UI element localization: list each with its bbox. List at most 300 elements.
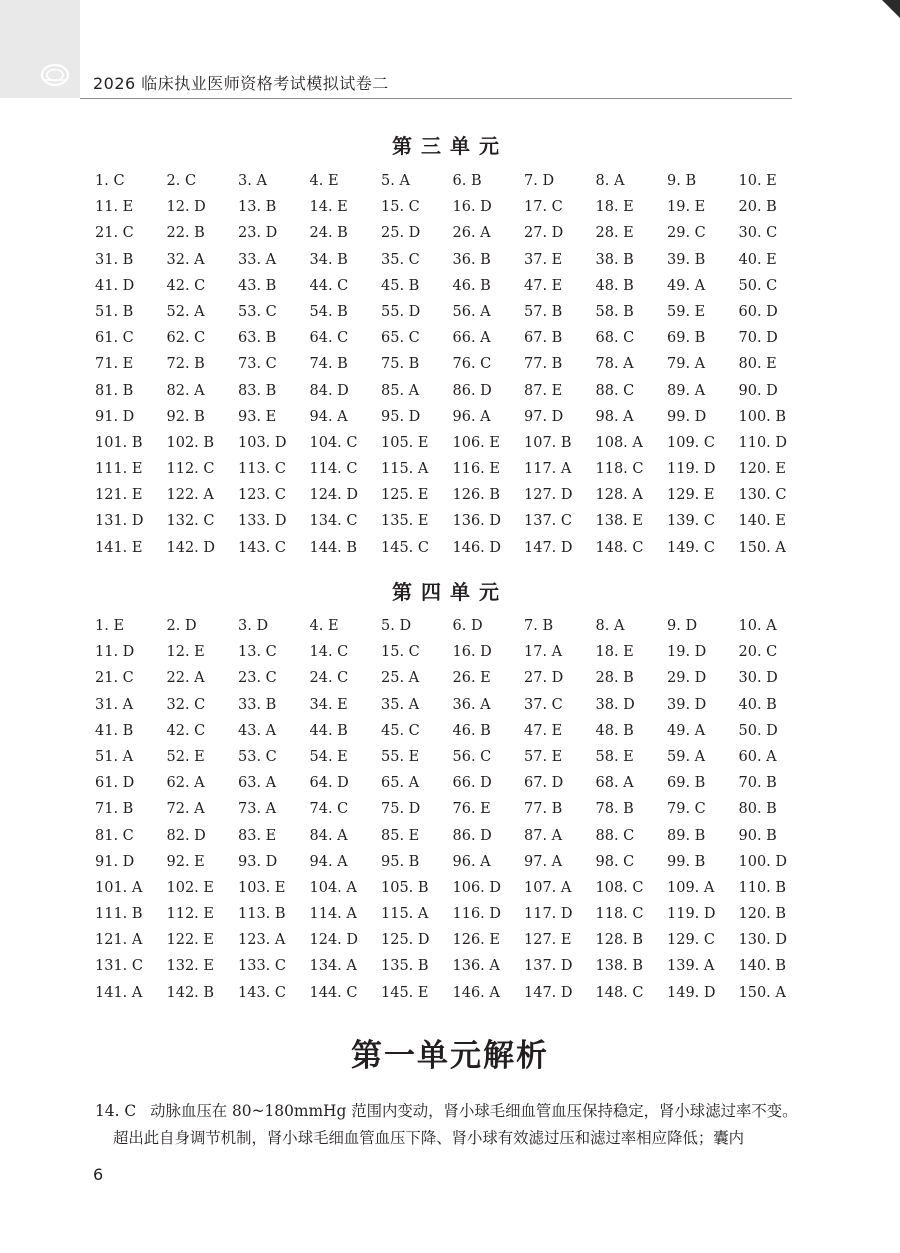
answer-cell: 140. E <box>738 513 786 530</box>
answer-cell: 100. D <box>738 853 788 870</box>
answer-cell: 12. E <box>166 644 205 661</box>
answer-cell: 69. B <box>667 330 706 347</box>
answer-cell: 109. C <box>667 434 715 451</box>
answer-cell: 95. B <box>381 853 420 870</box>
answer-cell: 139. A <box>667 958 715 975</box>
answer-cell: 98. A <box>595 408 634 425</box>
answer-cell: 41. B <box>95 722 134 739</box>
answer-cell: 23. D <box>238 225 278 242</box>
answer-cell: 21. C <box>95 225 134 242</box>
answer-cell: 25. D <box>381 225 421 242</box>
answer-cell: 61. D <box>95 775 135 792</box>
answer-cell: 114. C <box>309 461 358 478</box>
answer-cell: 28. E <box>595 225 634 242</box>
answer-cell: 47. E <box>524 277 563 294</box>
answer-cell: 86. D <box>452 382 492 399</box>
answer-cell: 78. A <box>595 356 634 373</box>
answer-cell: 134. A <box>309 958 357 975</box>
answer-cell: 66. D <box>452 775 492 792</box>
answer-cell: 139. C <box>667 513 715 530</box>
answer-cell: 108. A <box>595 434 643 451</box>
answer-cell: 50. C <box>738 277 778 294</box>
answer-cell: 63. B <box>238 330 277 347</box>
answer-cell: 85. A <box>381 382 420 399</box>
answer-cell: 25. A <box>381 670 420 687</box>
answer-cell: 15. C <box>381 644 420 661</box>
answer-cell: 11. E <box>95 199 134 216</box>
answer-cell: 129. C <box>667 932 715 949</box>
answer-cell: 4. E <box>309 173 339 189</box>
answer-cell: 127. E <box>524 932 572 949</box>
answer-cell: 20. B <box>738 199 777 216</box>
running-header-title: 2026 临床执业医师资格考试模拟试卷二 <box>93 74 389 93</box>
answer-cell: 103. D <box>238 434 287 451</box>
analysis-paragraph-line-2 <box>113 1125 821 1152</box>
answer-cell: 33. B <box>238 696 277 713</box>
answer-cell: 21. C <box>95 670 134 687</box>
answer-cell: 125. D <box>381 932 430 949</box>
answer-cell: 73. C <box>238 356 277 373</box>
answer-cell: 30. D <box>738 670 778 687</box>
answer-cell: 149. D <box>667 984 716 1001</box>
answer-cell: 15. C <box>381 199 420 216</box>
answer-cell: 137. C <box>524 513 572 530</box>
answer-cell: 103. E <box>238 879 286 896</box>
answer-cell: 51. B <box>95 303 134 320</box>
answer-cell: 125. E <box>381 487 429 504</box>
answer-cell: 12. D <box>166 199 206 216</box>
answer-cell: 29. C <box>667 225 706 242</box>
answer-cell: 101. A <box>95 879 143 896</box>
answer-cell: 144. B <box>309 539 358 556</box>
answer-cell: 24. C <box>309 670 349 687</box>
answer-cell: 31. A <box>95 696 134 713</box>
answer-cell: 133. C <box>238 958 286 975</box>
answer-cell: 75. B <box>381 356 420 373</box>
answer-cell: 98. C <box>595 853 635 870</box>
answer-cell: 143. C <box>238 984 286 1001</box>
answer-cell: 88. C <box>595 827 635 844</box>
answer-cell: 90. D <box>738 382 778 399</box>
answer-cell: 136. D <box>452 513 502 530</box>
answer-grid-unit-four <box>95 613 825 1006</box>
answer-cell: 106. D <box>452 879 502 896</box>
answer-cell: 49. A <box>667 277 706 294</box>
answer-cell: 44. B <box>309 722 348 739</box>
analysis-question-answer: 14. C <box>95 1102 137 1120</box>
answer-cell: 22. A <box>166 670 205 687</box>
answer-cell: 34. E <box>309 696 348 713</box>
answer-cell: 83. E <box>238 827 277 844</box>
answer-cell: 64. C <box>309 330 349 347</box>
answer-cell: 55. D <box>381 303 421 320</box>
answer-cell: 43. B <box>238 277 277 294</box>
answer-cell: 70. D <box>738 330 778 347</box>
answer-cell: 29. D <box>667 670 707 687</box>
answer-cell: 80. B <box>738 801 777 818</box>
answer-cell: 108. C <box>595 879 644 896</box>
answer-cell: 2. D <box>166 618 197 634</box>
answer-cell: 42. C <box>166 277 206 294</box>
answer-cell: 144. C <box>309 984 358 1001</box>
answer-cell: 88. C <box>595 382 635 399</box>
answer-cell: 45. B <box>381 277 420 294</box>
answer-cell: 69. B <box>667 775 706 792</box>
answer-cell: 143. C <box>238 539 286 556</box>
answer-cell: 6. B <box>452 173 482 189</box>
answer-cell: 1. C <box>95 173 125 189</box>
answer-cell: 110. B <box>738 879 787 896</box>
answer-cell: 147. D <box>524 539 573 556</box>
answer-cell: 142. B <box>166 984 215 1001</box>
answer-cell: 97. A <box>524 853 563 870</box>
answer-cell: 137. D <box>524 958 573 975</box>
answer-cell: 42. C <box>166 722 206 739</box>
answer-cell: 91. D <box>95 408 135 425</box>
answer-cell: 124. D <box>309 932 359 949</box>
answer-cell: 32. A <box>166 251 205 268</box>
answer-cell: 40. B <box>738 696 777 713</box>
answer-cell: 23. C <box>238 670 277 687</box>
answer-cell: 135. E <box>381 513 429 530</box>
answer-cell: 81. C <box>95 827 134 844</box>
answer-cell: 52. A <box>166 303 205 320</box>
answer-cell: 71. B <box>95 801 134 818</box>
answer-cell: 52. E <box>166 748 205 765</box>
answer-cell: 79. C <box>667 801 706 818</box>
answer-cell: 117. D <box>524 906 573 923</box>
answer-cell: 72. A <box>166 801 205 818</box>
answer-cell: 77. B <box>524 356 563 373</box>
answer-cell: 148. C <box>595 539 644 556</box>
answer-cell: 123. A <box>238 932 286 949</box>
answer-cell: 3. D <box>238 618 269 634</box>
answer-cell: 85. E <box>381 827 420 844</box>
answer-cell: 126. E <box>452 932 500 949</box>
answer-cell: 92. B <box>166 408 205 425</box>
answer-cell: 127. D <box>524 487 573 504</box>
answer-cell: 71. E <box>95 356 134 373</box>
answer-cell: 9. D <box>667 618 698 634</box>
answer-cell: 133. D <box>238 513 287 530</box>
analysis-text-line-2: 超出此自身调节机制，肾小球毛细血管血压下降、肾小球有效滤过压和滤过率相应降低；囊内 <box>113 1129 745 1147</box>
answer-cell: 13. B <box>238 199 277 216</box>
answer-cell: 111. B <box>95 906 143 923</box>
answer-cell: 13. C <box>238 644 277 661</box>
answer-cell: 150. A <box>738 539 786 556</box>
answer-cell: 54. B <box>309 303 348 320</box>
answer-cell: 19. E <box>667 199 706 216</box>
answer-cell: 34. B <box>309 251 348 268</box>
answer-cell: 60. A <box>738 748 777 765</box>
answer-cell: 105. E <box>381 434 429 451</box>
page-number: 6 <box>93 1165 104 1184</box>
analysis-paragraph-line-1 <box>95 1098 803 1125</box>
answer-grid-unit-three <box>95 168 825 561</box>
answer-cell: 78. B <box>595 801 634 818</box>
answer-cell: 28. B <box>595 670 634 687</box>
answer-cell: 43. A <box>238 722 277 739</box>
answer-cell: 48. B <box>595 722 634 739</box>
answer-cell: 96. A <box>452 408 491 425</box>
answer-cell: 120. E <box>738 461 786 478</box>
answer-cell: 38. B <box>595 251 634 268</box>
answer-cell: 145. C <box>381 539 429 556</box>
answer-cell: 10. A <box>738 618 777 634</box>
answer-cell: 36. A <box>452 696 491 713</box>
answer-cell: 141. A <box>95 984 143 1001</box>
answer-cell: 131. C <box>95 958 143 975</box>
answer-cell: 99. D <box>667 408 707 425</box>
answer-cell: 16. D <box>452 199 492 216</box>
answer-cell: 79. A <box>667 356 706 373</box>
answer-cell: 3. A <box>238 173 267 189</box>
answer-cell: 90. B <box>738 827 777 844</box>
answer-cell: 131. D <box>95 513 144 530</box>
answer-cell: 149. C <box>667 539 715 556</box>
answer-cell: 132. C <box>166 513 215 530</box>
answer-cell: 112. C <box>166 461 215 478</box>
answer-cell: 106. E <box>452 434 500 451</box>
answer-cell: 41. D <box>95 277 135 294</box>
answer-cell: 14. C <box>309 644 349 661</box>
answer-cell: 89. A <box>667 382 706 399</box>
section-title-unit-four: 第四单元 <box>392 580 508 604</box>
page-corner-icon <box>882 0 900 18</box>
answer-cell: 35. C <box>381 251 420 268</box>
answer-cell: 86. D <box>452 827 492 844</box>
answer-cell: 76. C <box>452 356 492 373</box>
answer-cell: 138. E <box>595 513 643 530</box>
answer-cell: 22. B <box>166 225 205 242</box>
answer-cell: 74. B <box>309 356 348 373</box>
answer-cell: 148. C <box>595 984 644 1001</box>
answer-cell: 114. A <box>309 906 357 923</box>
answer-cell: 104. C <box>309 434 358 451</box>
answer-cell: 60. D <box>738 303 778 320</box>
answer-cell: 62. A <box>166 775 205 792</box>
answer-cell: 2. C <box>166 173 197 189</box>
answer-cell: 97. D <box>524 408 564 425</box>
answer-cell: 123. C <box>238 487 286 504</box>
answer-cell: 20. C <box>738 644 778 661</box>
answer-cell: 146. A <box>452 984 500 1001</box>
answer-cell: 87. E <box>524 382 563 399</box>
answer-cell: 130. D <box>738 932 788 949</box>
answer-cell: 134. C <box>309 513 358 530</box>
publisher-logo-icon <box>40 62 70 88</box>
answer-cell: 150. A <box>738 984 786 1001</box>
answer-cell: 31. B <box>95 251 134 268</box>
answer-cell: 4. E <box>309 618 339 634</box>
answer-cell: 94. A <box>309 408 348 425</box>
answer-cell: 26. A <box>452 225 491 242</box>
answer-cell: 59. A <box>667 748 706 765</box>
answer-cell: 48. B <box>595 277 634 294</box>
answer-cell: 116. D <box>452 906 502 923</box>
answer-cell: 51. A <box>95 748 134 765</box>
answer-cell: 93. D <box>238 853 278 870</box>
answer-cell: 89. B <box>667 827 706 844</box>
answer-cell: 112. E <box>166 906 214 923</box>
answer-cell: 81. B <box>95 382 134 399</box>
answer-cell: 145. E <box>381 984 429 1001</box>
answer-cell: 132. E <box>166 958 214 975</box>
answer-cell: 40. E <box>738 251 777 268</box>
answer-cell: 84. D <box>309 382 349 399</box>
answer-cell: 18. E <box>595 644 634 661</box>
answer-cell: 62. C <box>166 330 206 347</box>
answer-cell: 46. B <box>452 277 491 294</box>
answer-cell: 107. A <box>524 879 572 896</box>
answer-cell: 1. E <box>95 618 125 634</box>
answer-cell: 119. D <box>667 906 716 923</box>
answer-cell: 120. B <box>738 906 787 923</box>
answer-cell: 118. C <box>595 461 644 478</box>
answer-cell: 130. C <box>738 487 787 504</box>
answer-cell: 121. A <box>95 932 143 949</box>
answer-cell: 91. D <box>95 853 135 870</box>
answer-cell: 30. C <box>738 225 778 242</box>
answer-cell: 7. B <box>524 618 554 634</box>
answer-cell: 39. D <box>667 696 707 713</box>
answer-cell: 50. D <box>738 722 778 739</box>
answer-cell: 84. A <box>309 827 348 844</box>
answer-cell: 110. D <box>738 434 788 451</box>
answer-cell: 17. A <box>524 644 563 661</box>
answer-cell: 118. C <box>595 906 644 923</box>
answer-cell: 59. E <box>667 303 706 320</box>
analysis-title: 第一单元解析 <box>351 1038 549 1074</box>
answer-cell: 94. A <box>309 853 348 870</box>
answer-cell: 27. D <box>524 670 564 687</box>
answer-cell: 38. D <box>595 696 635 713</box>
answer-cell: 102. E <box>166 879 214 896</box>
answer-cell: 10. E <box>738 173 777 189</box>
answer-cell: 73. A <box>238 801 277 818</box>
answer-cell: 95. D <box>381 408 421 425</box>
answer-cell: 70. B <box>738 775 777 792</box>
answer-cell: 140. B <box>738 958 787 975</box>
answer-cell: 72. B <box>166 356 205 373</box>
answer-cell: 5. A <box>381 173 410 189</box>
answer-cell: 66. A <box>452 330 491 347</box>
answer-cell: 74. C <box>309 801 349 818</box>
answer-cell: 6. D <box>452 618 483 634</box>
answer-cell: 35. A <box>381 696 420 713</box>
answer-cell: 65. A <box>381 775 420 792</box>
answer-cell: 58. E <box>595 748 634 765</box>
answer-cell: 27. D <box>524 225 564 242</box>
answer-cell: 146. D <box>452 539 502 556</box>
answer-cell: 129. E <box>667 487 715 504</box>
answer-cell: 105. B <box>381 879 429 896</box>
answer-cell: 14. E <box>309 199 348 216</box>
answer-cell: 83. B <box>238 382 277 399</box>
answer-cell: 7. D <box>524 173 555 189</box>
answer-cell: 128. A <box>595 487 643 504</box>
answer-cell: 115. A <box>381 461 429 478</box>
answer-cell: 104. A <box>309 879 357 896</box>
answer-cell: 64. D <box>309 775 349 792</box>
answer-cell: 93. E <box>238 408 277 425</box>
answer-cell: 116. E <box>452 461 500 478</box>
answer-cell: 16. D <box>452 644 492 661</box>
answer-cell: 99. B <box>667 853 706 870</box>
answer-cell: 111. E <box>95 461 143 478</box>
answer-cell: 82. A <box>166 382 205 399</box>
answer-cell: 37. C <box>524 696 563 713</box>
answer-cell: 113. C <box>238 461 286 478</box>
answer-cell: 109. A <box>667 879 715 896</box>
answer-cell: 77. B <box>524 801 563 818</box>
answer-cell: 49. A <box>667 722 706 739</box>
answer-cell: 117. A <box>524 461 572 478</box>
answer-cell: 80. E <box>738 356 777 373</box>
answer-cell: 18. E <box>595 199 634 216</box>
answer-cell: 113. B <box>238 906 286 923</box>
header-divider <box>80 98 792 99</box>
answer-cell: 65. C <box>381 330 420 347</box>
answer-cell: 100. B <box>738 408 787 425</box>
answer-cell: 57. E <box>524 748 563 765</box>
answer-cell: 32. C <box>166 696 206 713</box>
answer-cell: 82. D <box>166 827 206 844</box>
answer-cell: 107. B <box>524 434 572 451</box>
answer-cell: 76. E <box>452 801 491 818</box>
answer-cell: 24. B <box>309 225 348 242</box>
answer-cell: 26. E <box>452 670 491 687</box>
answer-cell: 135. B <box>381 958 429 975</box>
answer-cell: 87. A <box>524 827 563 844</box>
answer-cell: 67. D <box>524 775 564 792</box>
answer-cell: 47. E <box>524 722 563 739</box>
answer-cell: 54. E <box>309 748 348 765</box>
answer-cell: 44. C <box>309 277 349 294</box>
answer-cell: 115. A <box>381 906 429 923</box>
answer-cell: 147. D <box>524 984 573 1001</box>
answer-cell: 142. D <box>166 539 216 556</box>
answer-cell: 57. B <box>524 303 563 320</box>
answer-cell: 75. D <box>381 801 421 818</box>
answer-cell: 11. D <box>95 644 135 661</box>
answer-cell: 122. A <box>166 487 214 504</box>
answer-cell: 141. E <box>95 539 143 556</box>
answer-cell: 63. A <box>238 775 277 792</box>
answer-cell: 119. D <box>667 461 716 478</box>
answer-cell: 5. D <box>381 618 412 634</box>
answer-cell: 39. B <box>667 251 706 268</box>
answer-cell: 124. D <box>309 487 359 504</box>
answer-cell: 122. E <box>166 932 214 949</box>
answer-cell: 53. C <box>238 748 277 765</box>
answer-cell: 128. B <box>595 932 644 949</box>
analysis-text-line-1: 动脉血压在 80~180mmHg 范围内变动，肾小球毛细血管血压保持稳定，肾小球滤过率不变。 <box>150 1102 798 1120</box>
answer-cell: 19. D <box>667 644 707 661</box>
answer-cell: 8. A <box>595 173 625 189</box>
answer-cell: 101. B <box>95 434 143 451</box>
answer-cell: 9. B <box>667 173 697 189</box>
answer-cell: 68. C <box>595 330 635 347</box>
answer-cell: 55. E <box>381 748 420 765</box>
answer-cell: 61. C <box>95 330 134 347</box>
answer-cell: 56. A <box>452 303 491 320</box>
answer-cell: 102. B <box>166 434 215 451</box>
section-title-unit-three: 第三单元 <box>392 134 508 158</box>
answer-cell: 136. A <box>452 958 500 975</box>
answer-cell: 36. B <box>452 251 491 268</box>
answer-cell: 96. A <box>452 853 491 870</box>
